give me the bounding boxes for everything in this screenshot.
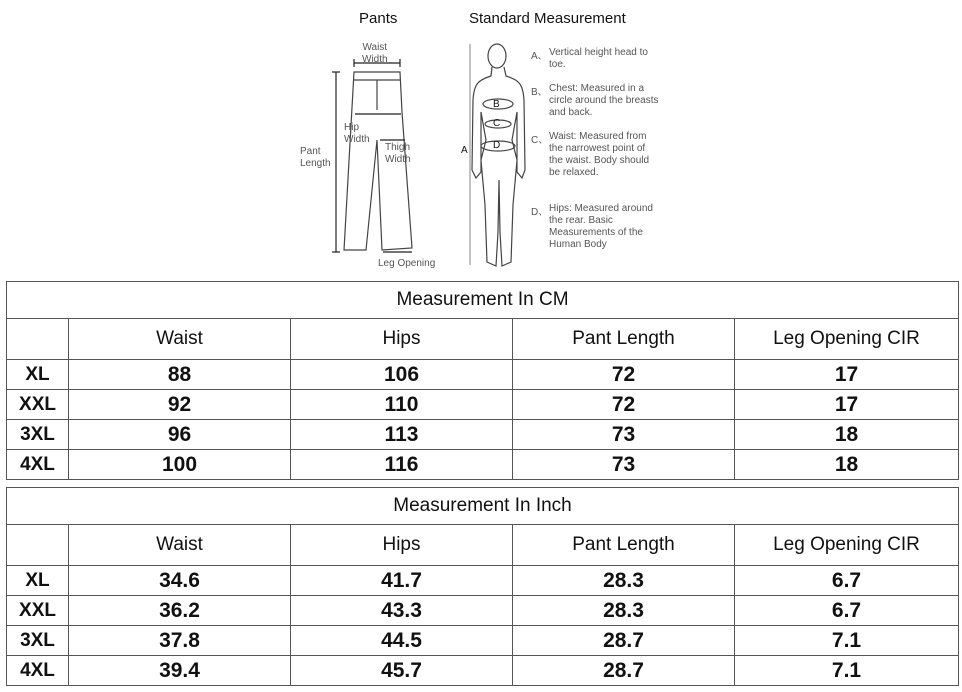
inch-table-title: Measurement In Inch [7, 488, 959, 525]
note-d-text: Hips: Measured around the rear. Basic Measurements of the Human Body [549, 203, 653, 250]
standard-measurement-heading: Standard Measurement [469, 10, 626, 27]
hips-value: 45.7 [291, 656, 513, 686]
hips-value: 106 [291, 360, 513, 390]
hips-value: 43.3 [291, 596, 513, 626]
hips-value: 44.5 [291, 626, 513, 656]
table-row [7, 626, 959, 656]
body-figure-icon [470, 44, 525, 266]
pant-length-label: Pant Length [300, 146, 331, 169]
waist-value: 37.8 [69, 626, 291, 656]
size-label: 4XL [7, 450, 69, 480]
hip-width-label: Hip Width [344, 122, 370, 145]
leg-opening-value: 6.7 [735, 566, 959, 596]
cm-table-title: Measurement In CM [7, 282, 959, 319]
note-c-text: Waist: Measured from the narrowest point of the waist. Body should be relaxed. [549, 131, 650, 178]
note-c-letter: C、 [531, 135, 549, 146]
pant-length-value: 73 [513, 450, 735, 480]
header-leg-opening: Leg Opening CIR [735, 319, 959, 360]
header-pant-length: Pant Length [513, 319, 735, 360]
waist-value: 36.2 [69, 596, 291, 626]
leg-opening-value: 18 [735, 450, 959, 480]
waist-value: 92 [69, 390, 291, 420]
note-b-text: Chest: Measured in a circle around the breasts and back. [549, 83, 659, 118]
pants-heading: Pants [359, 10, 398, 27]
header-waist: Waist [69, 319, 291, 360]
table-row [7, 566, 959, 596]
note-a-letter: A、 [531, 51, 548, 62]
table-row [7, 420, 959, 450]
pant-length-value: 72 [513, 390, 735, 420]
note-a-text: Vertical height head to toe. [549, 47, 648, 70]
size-label: XL [7, 360, 69, 390]
pant-length-value: 28.7 [513, 626, 735, 656]
pant-length-value: 73 [513, 420, 735, 450]
pant-length-value: 28.7 [513, 656, 735, 686]
note-b-letter: B、 [531, 87, 548, 98]
table-row [7, 360, 959, 390]
pant-length-value: 28.3 [513, 596, 735, 626]
size-label: XXL [7, 596, 69, 626]
size-label: 3XL [7, 626, 69, 656]
waist-value: 96 [69, 420, 291, 450]
leg-opening-value: 17 [735, 360, 959, 390]
leg-opening-value: 7.1 [735, 656, 959, 686]
body-mark-b: B [493, 99, 500, 110]
inch-size-table [6, 487, 959, 686]
header-leg-opening: Leg Opening CIR [735, 525, 959, 566]
hips-value: 116 [291, 450, 513, 480]
measurement-drawing [0, 0, 962, 280]
header-blank-cell [7, 525, 69, 566]
size-label: XXL [7, 390, 69, 420]
thigh-width-label: Thigh Width [385, 142, 411, 165]
body-mark-d: D [493, 140, 501, 151]
waist-width-label: Waist Width [362, 42, 388, 65]
waist-value: 39.4 [69, 656, 291, 686]
body-mark-a: A [461, 145, 468, 156]
table-row [7, 450, 959, 480]
size-label: 3XL [7, 420, 69, 450]
pant-length-value: 72 [513, 360, 735, 390]
leg-opening-value: 17 [735, 390, 959, 420]
table-row [7, 596, 959, 626]
body-mark-c: C [493, 118, 501, 129]
header-pant-length: Pant Length [513, 525, 735, 566]
measurement-illustration [0, 0, 962, 280]
waist-value: 34.6 [69, 566, 291, 596]
size-label: 4XL [7, 656, 69, 686]
waist-value: 88 [69, 360, 291, 390]
hips-value: 110 [291, 390, 513, 420]
leg-opening-value: 18 [735, 420, 959, 450]
waist-value: 100 [69, 450, 291, 480]
size-label: XL [7, 566, 69, 596]
hips-value: 113 [291, 420, 513, 450]
header-blank-cell [7, 319, 69, 360]
table-row [7, 390, 959, 420]
header-waist: Waist [69, 525, 291, 566]
header-hips: Hips [291, 525, 513, 566]
note-d-letter: D、 [531, 207, 549, 218]
pant-length-value: 28.3 [513, 566, 735, 596]
header-hips: Hips [291, 319, 513, 360]
leg-opening-label: Leg Opening [378, 258, 436, 269]
hips-value: 41.7 [291, 566, 513, 596]
leg-opening-value: 7.1 [735, 626, 959, 656]
cm-size-table [6, 281, 959, 480]
table-row [7, 656, 959, 686]
leg-opening-value: 6.7 [735, 596, 959, 626]
